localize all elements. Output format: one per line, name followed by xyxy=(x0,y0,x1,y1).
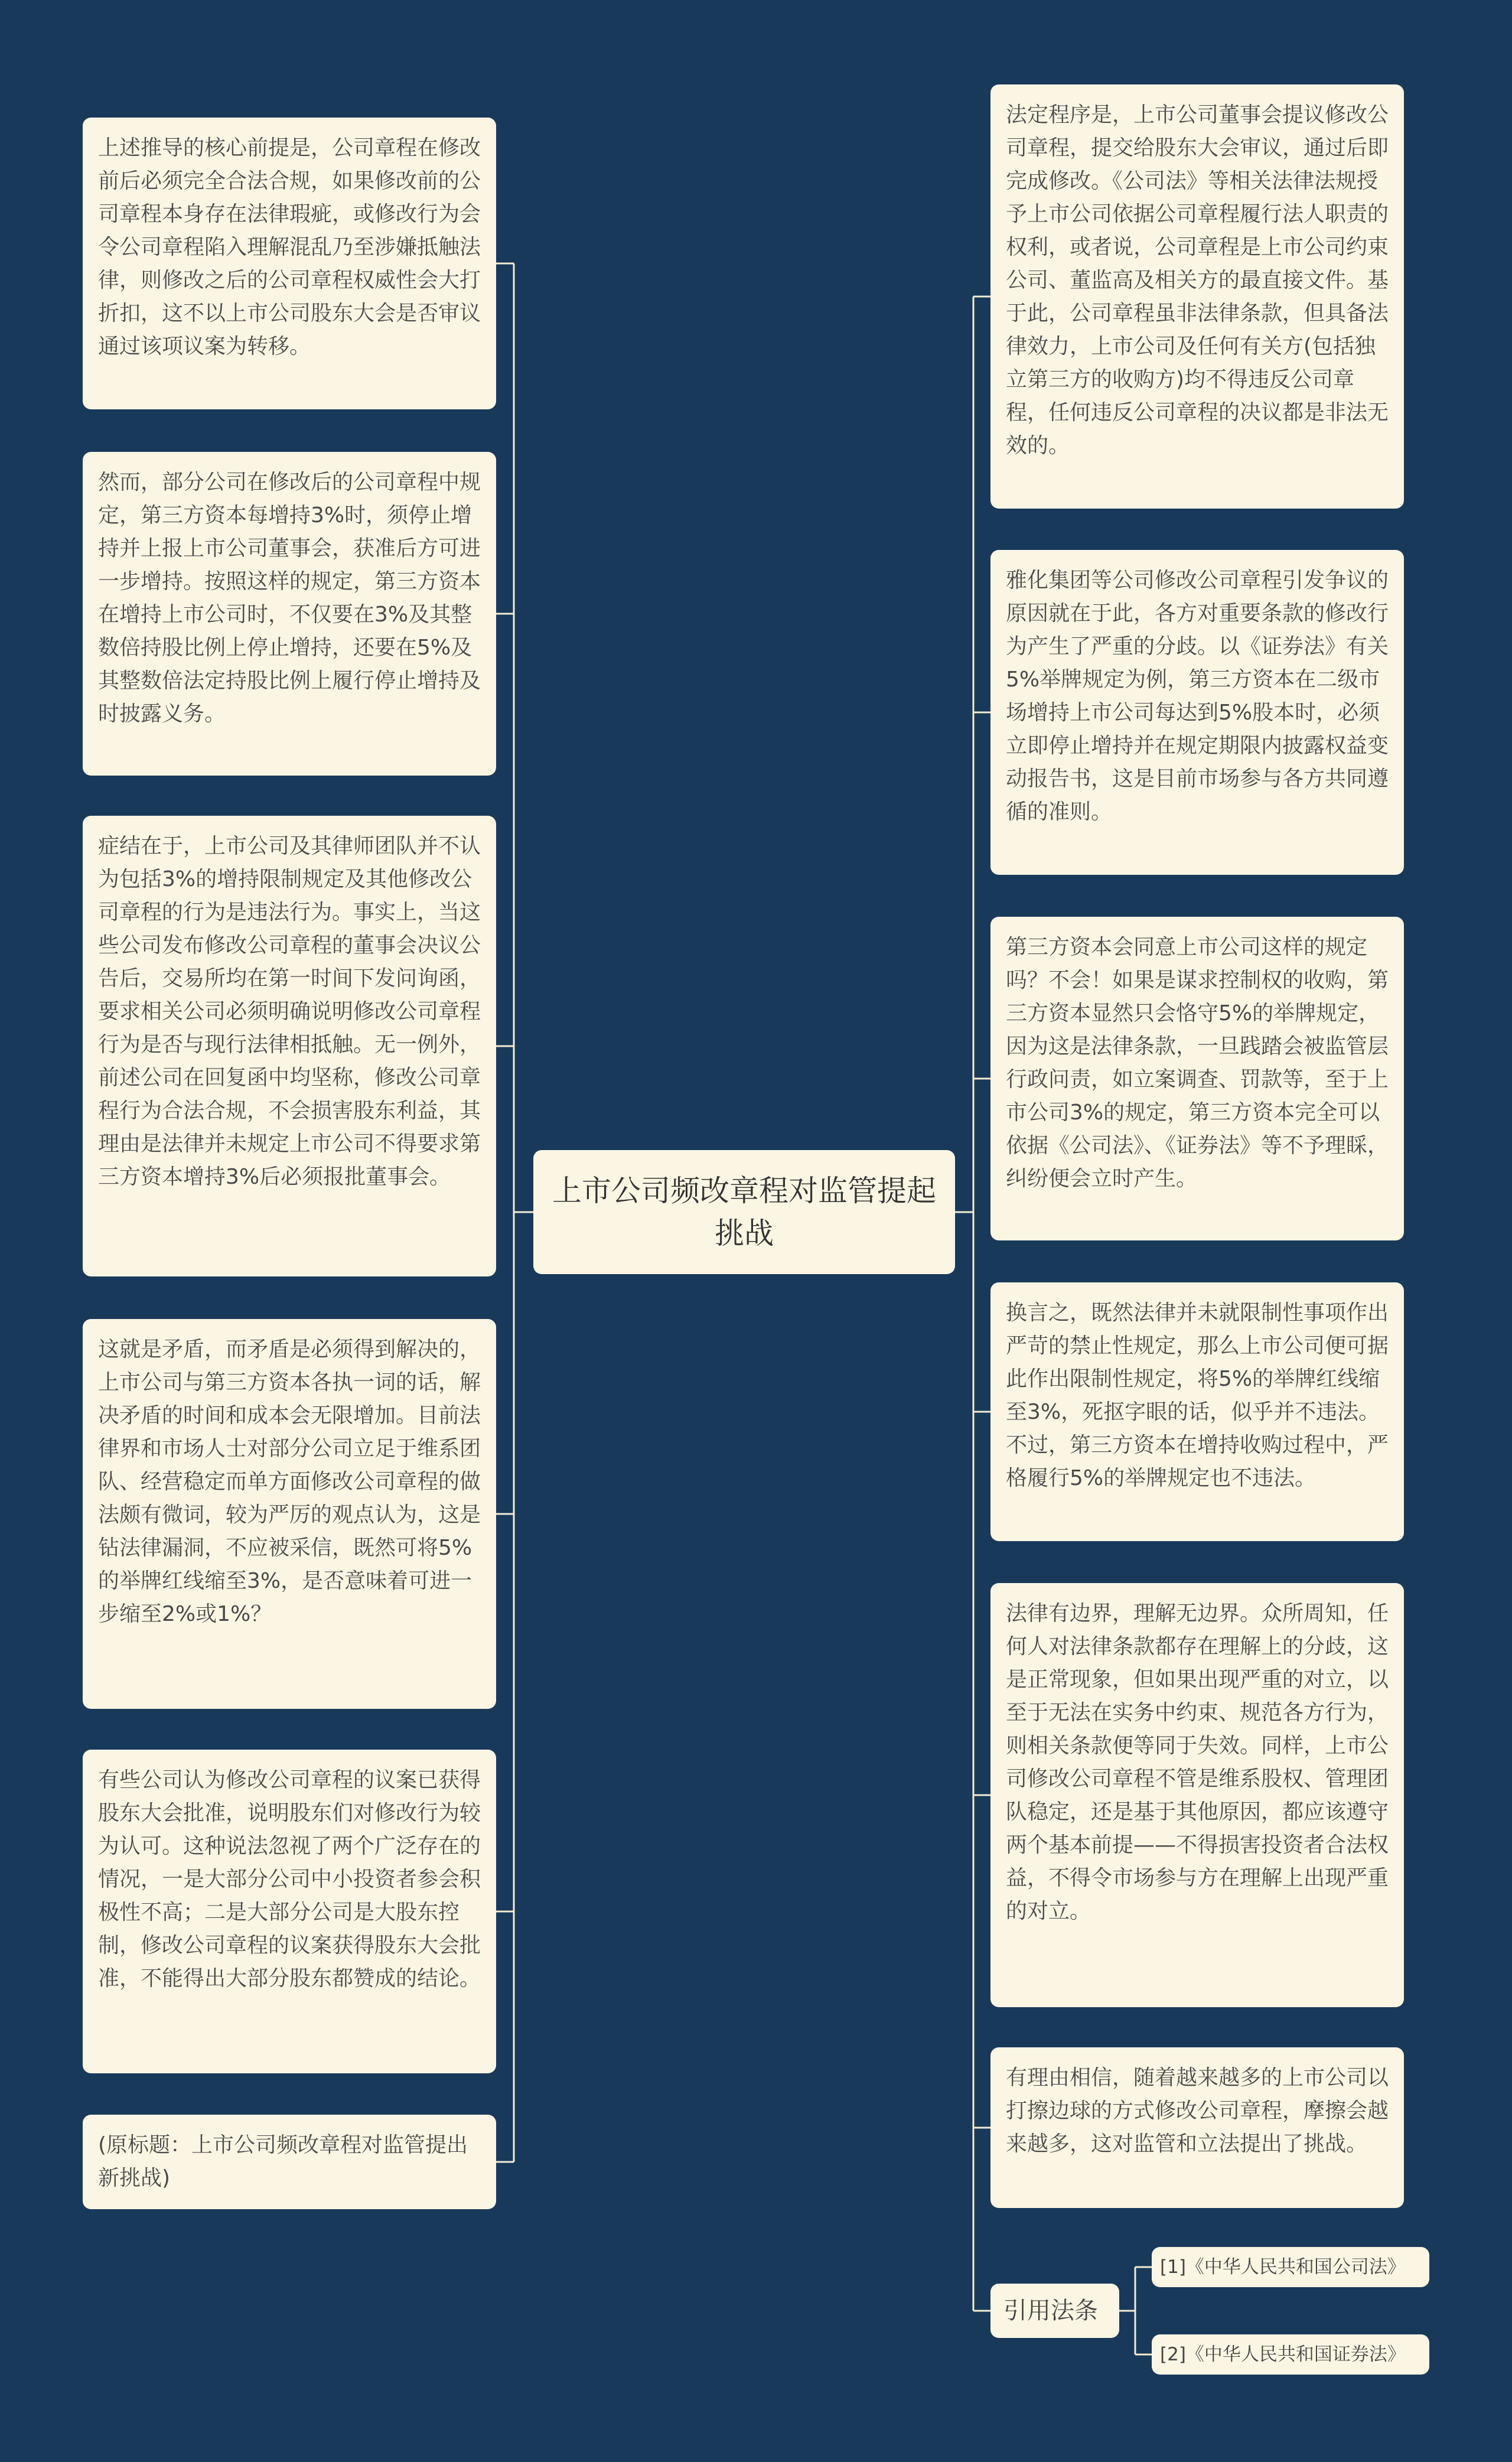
left-node-5[interactable] xyxy=(83,1750,496,2073)
right-node-2[interactable] xyxy=(990,550,1404,875)
right-node-4[interactable] xyxy=(990,1282,1404,1541)
right-node-6-text: 有理由相信，随着越来越多的上市公司以打擦边球的方式修改公司章程，摩擦会越来越多，这对监管和立法提出了挑战。 xyxy=(1006,2066,1389,2156)
right-node-1-text: 法定程序是，上市公司董事会提议修改公司章程，提交给股东大会审议，通过后即完成修改。《公司法》等相关法律法规授予上市公司依据公司章程履行法人职责的权利，或者说，公司章程是上市公司约束公司、董监高及相关方的最直接文件。基于此，公司章程虽非法律条款，但具备法律效力，上市公司及任何有关方(包括独立第三方的收购方)均不得违反公司章程，任何违反公司章程的决议都是非法无效的。 xyxy=(1006,103,1389,458)
left-node-2[interactable] xyxy=(83,452,496,776)
right-node-4-text: 换言之，既然法律并未就限制性事项作出严苛的禁止性规定，那么上市公司便可据此作出限制性规定，将5%的举牌红线缩至3%，死抠字眼的话，似乎并不违法。不过，第三方资本在增持收购过程中，严格履行5%的举牌规定也不违法。 xyxy=(1006,1301,1389,1490)
central-topic-label: 上市公司频改章程对监管提起挑战 xyxy=(552,1174,936,1250)
right-node-3[interactable] xyxy=(990,917,1404,1240)
left-node-6[interactable] xyxy=(83,2115,496,2209)
left-node-2-text: 然而，部分公司在修改后的公司章程中规定，第三方资本每增持3%时，须停止增持并上报上市公司董事会，获准后方可进一步增持。按照这样的规定，第三方资本在增持上市公司时，不仅要在3%及其整数倍持股比例上停止增持，还要在5%及其整数倍法定持股比例上履行停止增持及时披露义务。 xyxy=(98,470,481,726)
right-node-1[interactable] xyxy=(990,84,1404,509)
left-node-4[interactable] xyxy=(83,1319,496,1709)
reference-item-2-text: [2]《中华人民共和国证券法》 xyxy=(1160,2344,1406,2365)
left-node-1-text: 上述推导的核心前提是，公司章程在修改前后必须完全合法合规，如果修改前的公司章程本身存在法律瑕疵，或修改行为会令公司章程陷入理解混乱乃至涉嫌抵触法律，则修改之后的公司章程权威性会大打折扣，这不以上市公司股东大会是否审议通过该项议案为转移。 xyxy=(98,136,481,359)
left-node-6-text: (原标题：上市公司频改章程对监管提出新挑战) xyxy=(98,2133,468,2190)
left-node-3-text: 症结在于，上市公司及其律师团队并不认为包括3%的增持限制规定及其他修改公司章程的行为是违法行为。事实上，当这些公司发布修改公司章程的董事会决议公告后，交易所均在第一时间下发问询函，要求相关公司必须明确说明修改公司章程行为是否与现行法律相抵触。无一例外，前述公司在回复函中均坚称，修改公司章程行为合法合规，不会损害股东利益，其理由是法律并未规定上市公司不得要求第三方资本增持3%后必须报批董事会。 xyxy=(98,834,481,1189)
reference-item-1[interactable] xyxy=(1152,2247,1429,2287)
references-branch-label: 引用法条 xyxy=(1003,2297,1098,2324)
references-branch[interactable] xyxy=(990,2284,1119,2338)
left-node-3[interactable] xyxy=(83,816,496,1276)
left-node-1[interactable] xyxy=(83,118,496,409)
central-topic[interactable] xyxy=(533,1150,955,1274)
right-node-2-text: 雅化集团等公司修改公司章程引发争议的原因就在于此，各方对重要条款的修改行为产生了严重的分歧。以《证券法》有关5%举牌规定为例，第三方资本在二级市场增持上市公司每达到5%股本时，必须立即停止增持并在规定期限内披露权益变动报告书，这是目前市场参与各方共同遵循的准则。 xyxy=(1006,568,1389,824)
reference-item-1-text: [1]《中华人民共和国公司法》 xyxy=(1160,2256,1406,2278)
right-node-5-text: 法律有边界，理解无边界。众所周知，任何人对法律条款都存在理解上的分歧，这是正常现象，但如果出现严重的对立，以至于无法在实务中约束、规范各方行为，则相关条款便等同于失效。同样，上市公司修改公司章程不管是维系股权、管理团队稳定，还是基于其他原因，都应该遵守两个基本前提——不得损害投资者合法权益，不得令市场参与方在理解上出现严重的对立。 xyxy=(1006,1601,1389,1923)
right-node-6[interactable] xyxy=(990,2047,1404,2208)
right-node-5[interactable] xyxy=(990,1583,1404,2007)
left-node-4-text: 这就是矛盾，而矛盾是必须得到解决的，上市公司与第三方资本各执一词的话，解决矛盾的时间和成本会无限增加。目前法律界和市场人士对部分公司立足于维系团队、经营稳定而单方面修改公司章程的做法颇有微词，较为严厉的观点认为，这是钻法律漏洞，不应被采信，既然可将5%的举牌红线缩至3%，是否意味着可进一步缩至2%或1%？ xyxy=(98,1337,481,1626)
right-node-3-text: 第三方资本会同意上市公司这样的规定吗？不会！如果是谋求控制权的收购，第三方资本显然只会恪守5%的举牌规定，因为这是法律条款，一旦践踏会被监管层行政问责，如立案调查、罚款等，至于上市公司3%的规定，第三方资本完全可以依据《公司法》、《证券法》等不予理睬，纠纷便会立时产生。 xyxy=(1006,935,1389,1191)
left-node-5-text: 有些公司认为修改公司章程的议案已获得股东大会批准，说明股东们对修改行为较为认可。这种说法忽视了两个广泛存在的情况，一是大部分公司中小投资者参会积极性不高；二是大部分公司是大股东控制，修改公司章程的议案获得股东大会批准，不能得出大部分股东都赞成的结论。 xyxy=(98,1768,481,1991)
reference-item-2[interactable] xyxy=(1152,2334,1429,2375)
